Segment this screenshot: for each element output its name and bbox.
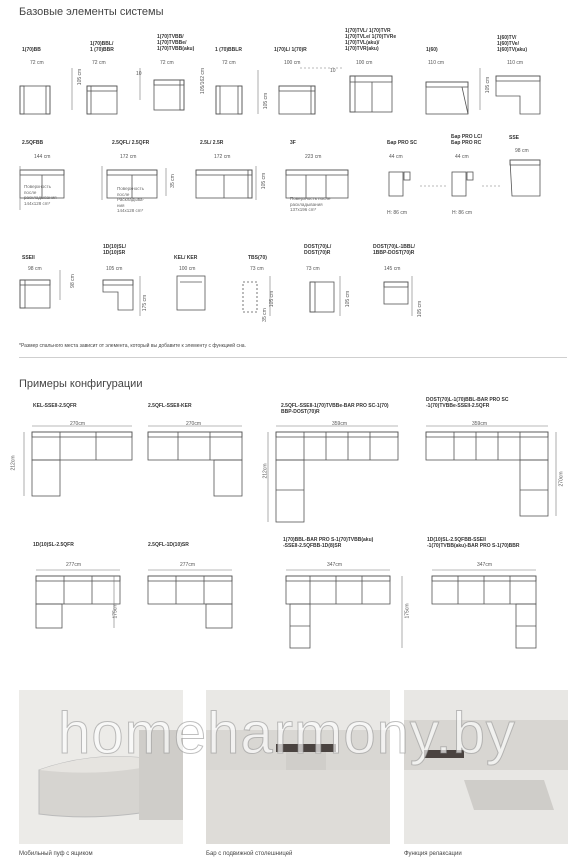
element-code: 3F [290, 140, 296, 146]
element-code: 1(60) [426, 47, 438, 53]
element-code: 1(70)TVL/ 1(70)TVR 1(70)TVLe/ 1(70)TVRe 1(70)TVL(aku)/ 1(70)TVR(aku) [345, 28, 397, 52]
element-code: 1(70)BB [22, 47, 41, 53]
sleep-surface-note: Поверхность после раскладывания 144x128 cm* [24, 184, 57, 206]
width-label: 110 cm [507, 60, 524, 66]
element-code: 1(70)BBL/ 1 (70)BBR [90, 41, 114, 53]
config-plan [148, 576, 232, 628]
width-label: 110 cm [428, 60, 445, 66]
element-code: 1(70)TVBB/ 1(70)TVBBe/ 1(70)TVBB(aku) [157, 34, 195, 52]
section-title-base-elements: Базовые элементы системы [19, 6, 164, 18]
width-label: 72 cm [222, 60, 236, 66]
element-code: DOST(70)L/ DOST(70)R [304, 244, 332, 256]
depth-label: 105/162 cm [200, 67, 207, 95]
small-dim: 10 [330, 68, 336, 74]
depth-label: 105 cm [263, 92, 270, 110]
watermark: homeharmony.by [58, 701, 516, 766]
photo-caption: Бар с подвижной столешницей [206, 851, 293, 857]
width-label: 100 cm [356, 60, 373, 66]
config-plan [432, 576, 536, 648]
width-label: 73 cm [306, 266, 320, 272]
width-label: 100 cm [284, 60, 301, 66]
depth-label: 175 cm [142, 294, 149, 312]
width-label: 270cm [70, 421, 86, 427]
width-label: 44 cm [389, 154, 403, 160]
width-label: 347cm [477, 562, 493, 568]
config-code: 2.5QFL-SSEII-1(70)TVBBe-BAR PRO SC-1(70) BBP-DOST(70)R [281, 403, 389, 415]
footnote: *Размер спального места зависит от элемента, который вы добавите к элементу с функцией сна. [19, 343, 246, 349]
element-code: 1(70)L/ 1(70)R [274, 47, 307, 53]
config-plan [36, 576, 120, 628]
element-code: Бар PRO LC/ Бар PRO RC [451, 134, 483, 146]
width-label: 347cm [327, 562, 343, 568]
width-label: 223 cm [305, 154, 322, 160]
width-label: 359cm [472, 421, 488, 427]
width-label: 73 cm [250, 266, 264, 272]
depth-label: 175cm [112, 603, 119, 619]
element-code: 2.5QFL/ 2.5QFR [112, 140, 150, 146]
width-label: 359cm [332, 421, 348, 427]
width-label: 172 cm [120, 154, 137, 160]
element-code: 2.5L/ 2.5R [200, 140, 224, 146]
height-label: H: 86 cm [452, 210, 473, 216]
width-label: 172 cm [214, 154, 231, 160]
depth-label: 105 cm [417, 300, 424, 318]
sleep-surface-note: Поверхность после Раскладыва- ния 144x128 cm* [117, 186, 144, 213]
element-code: TBS(70) [248, 255, 267, 261]
element-code: SSE [509, 135, 520, 141]
width-label: 98 cm [28, 266, 42, 272]
section-title-configurations: Примеры конфигурации [19, 378, 143, 390]
width-label: 144 cm [34, 154, 51, 160]
width-label: 145 cm [384, 266, 401, 272]
width-label: 44 cm [455, 154, 469, 160]
width-label: 72 cm [30, 60, 44, 66]
config-code: 1(70)BBL-BAR PRO S-1(70)TVBB(aku) -SSEII-2.5QFBB-1D(8)SR [283, 537, 374, 549]
width-label: 277cm [66, 562, 82, 568]
element-code: 1(60)TV/ 1(60)TVe/ 1(60)TV(aku) [497, 35, 528, 53]
depth-label: 105 cm [269, 290, 276, 308]
element-code: 2.5QFBB [22, 140, 44, 146]
width-label: 98 cm [515, 148, 529, 154]
width-label: 100 cm [179, 266, 196, 272]
element-code: KEL/ KER [174, 255, 198, 261]
small-dim: 10 [136, 71, 142, 77]
depth-label: 105 cm [345, 290, 352, 308]
depth-label: 98 cm [69, 274, 76, 288]
depth-label: 105 cm [77, 68, 84, 86]
element-code: 1D(10)SL/ 1D(10)SR [103, 244, 127, 256]
element-code: Бар PRO SC [387, 140, 417, 146]
height-label: H: 86 cm [387, 210, 408, 216]
small-dim: 35 cm [169, 174, 176, 188]
element-code: DOST(70)L-1BBL/ 1BBP-DOST(70)R [373, 244, 415, 256]
photo-caption: Функция релаксации [404, 851, 462, 857]
element-code: SSEII [22, 255, 35, 261]
config-plan [286, 576, 390, 648]
width-label: 105 cm [106, 266, 123, 272]
depth-label: 212cm [10, 455, 17, 471]
width-label: 270cm [186, 421, 202, 427]
width-label: 72 cm [160, 60, 174, 66]
config-code: 2.5QFL-SSEII-KER [148, 403, 192, 409]
config-code: DOST(70)L-1(70)BBL-BAR PRO SC -1(70)TVBBe-SSEII-2.5QFR [426, 397, 509, 409]
photo-caption: Мобильный пуф с ящиком [19, 851, 93, 857]
depth-label: 105 cm [485, 76, 492, 94]
depth-label: 105 cm [261, 172, 268, 190]
depth-label: 270cm [558, 471, 565, 487]
depth-label: 212cm [262, 463, 269, 479]
sleep-surface-note: Поверхность после раскладывания 137x196 cm* [290, 196, 331, 212]
config-code: 2.5QFL-1D(10)SR [148, 542, 189, 548]
small-dim: 35 cm [261, 308, 268, 322]
width-label: 72 cm [92, 60, 106, 66]
config-code: KEL-SSEII-2.5QFR [33, 403, 77, 409]
element-code: 1 (70)BBLR [215, 47, 242, 53]
config-code: 1D(10)SL-2.5QFBB-SSEII -1(70)TVBB(aku)-BAR PRO S-1(70)BBR [427, 537, 520, 549]
config-code: 1D(10)SL-2.5QFR [33, 542, 74, 548]
width-label: 277cm [180, 562, 196, 568]
depth-label: 175cm [404, 603, 411, 619]
